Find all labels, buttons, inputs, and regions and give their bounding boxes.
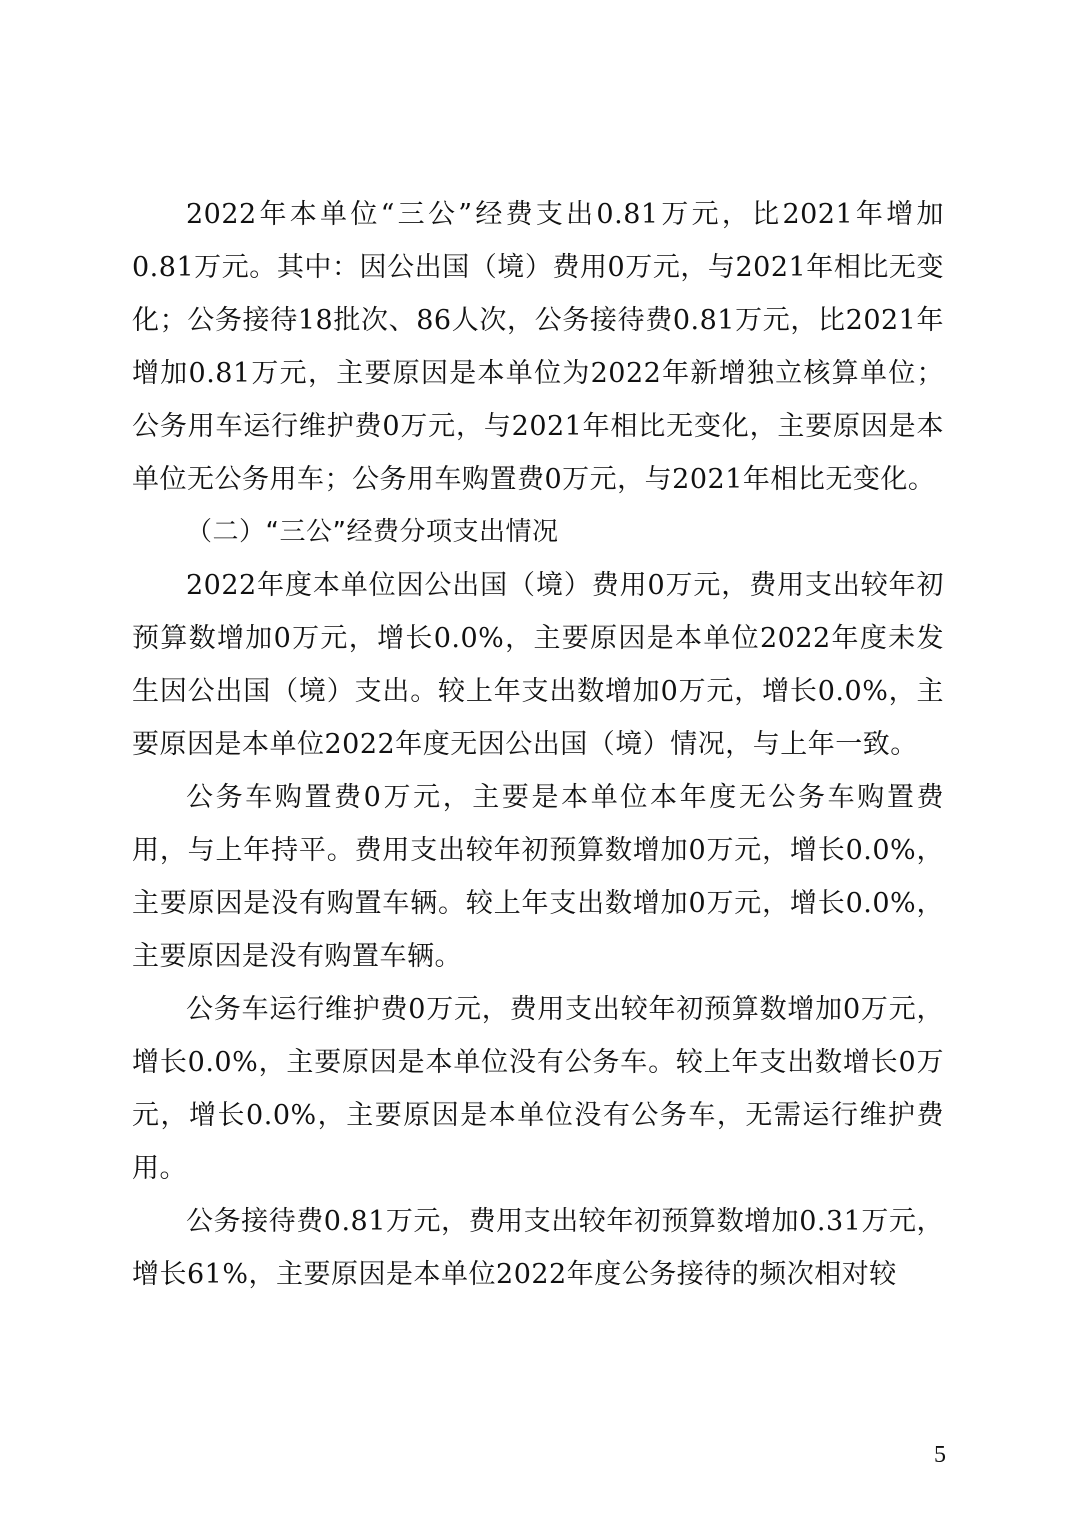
paragraph-vehicle-maintenance: 公务车运行维护费0万元，费用支出较年初预算数增加0万元，增长0.0%，主要原因是本单位没有公务车。较上年支出数增长0万元，增长0.0%，主要原因是本单位没有公务车，无需运行维护费用。 bbox=[132, 994, 944, 1184]
section-heading: （二）“三公”经费分项支出情况 bbox=[186, 517, 559, 547]
paragraph-summary: 2022年本单位“三公”经费支出0.81万元，比2021年增加0.81万元。其中：因公出国（境）费用0万元，与2021年相比无变化；公务接待18批次、86人次，公务接待费0.81万元，比2021年增加0.81万元，主要原因是本单位为2022年新增独立核算单位；公务用车运行维护费0万元，与2021年相比无变化，主要原因是本单位无公务用车；公务用车购置费0万元，与2021年相比无变化。 bbox=[132, 199, 944, 495]
body-text bbox=[132, 188, 944, 1301]
paragraph-reception: 公务接待费0.81万元，费用支出较年初预算数增加0.31万元，增长61%，主要原因是本单位2022年度公务接待的频次相对较 bbox=[132, 1206, 944, 1290]
paragraph-vehicle-purchase: 公务车购置费0万元，主要是本单位本年度无公务车购置费用，与上年持平。费用支出较年初预算数增加0万元，增长0.0%，主要原因是没有购置车辆。较上年支出数增加0万元，增长0.0%，主要原因是没有购置车辆。 bbox=[132, 782, 944, 972]
page-number: 5 bbox=[934, 1442, 946, 1468]
paragraph-overseas-travel: 2022年度本单位因公出国（境）费用0万元，费用支出较年初预算数增加0万元，增长0.0%，主要原因是本单位2022年度未发生因公出国（境）支出。较上年支出数增加0万元，增长0.0%，主要原因是本单位2022年度无因公出国（境）情况，与上年一致。 bbox=[132, 570, 944, 760]
